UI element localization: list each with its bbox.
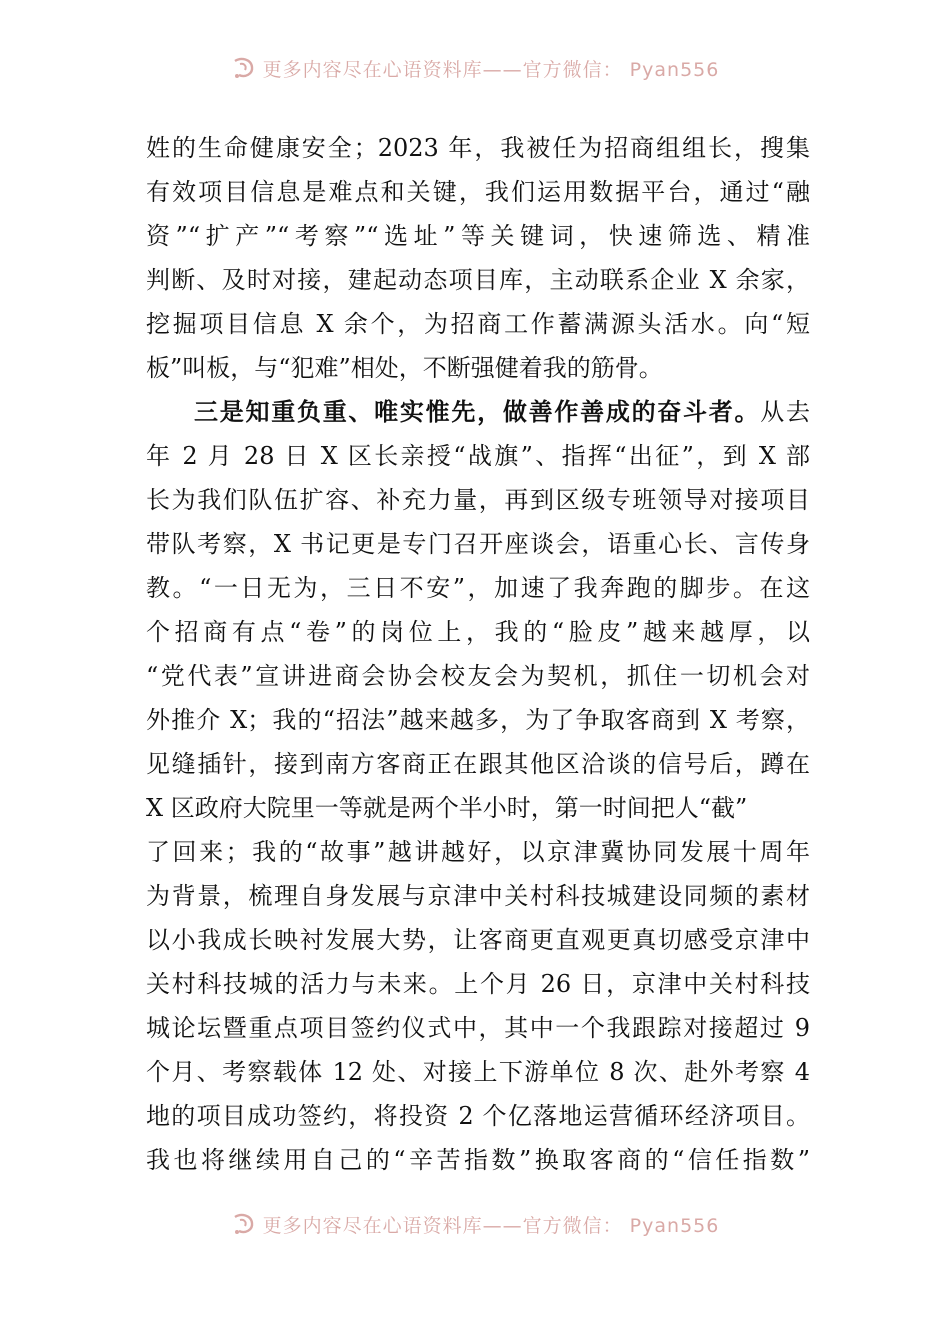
text-line: 关村科技城的活力与未来。上个月 26 日，京津中关村科技 (146, 970, 810, 998)
text-line: 了回来；我的“故事”越讲越好，以京津冀协同发展十周年 (146, 838, 810, 866)
text-line: 带队考察，X 书记更是专门召开座谈会，语重心长、言传身 (146, 530, 810, 558)
section-heading: 三是知重负重、唯实惟先，做善作善成的奋斗者。 (194, 397, 761, 426)
text-line: 长为我们队伍扩容、补充力量，再到区级专班领导对接项目 (146, 486, 810, 514)
watermark-logo-icon (231, 1211, 257, 1237)
text-line: 为背景，梳理自身发展与京津中关村科技城建设同频的素材 (146, 882, 810, 910)
text-line: 姓的生命健康安全；2023 年，我被任为招商组组长，搜集 (146, 134, 810, 162)
text-line: 教。“一日无为，三日不安”，加速了我奔跑的脚步。在这 (146, 574, 810, 602)
text-line: 我也将继续用自己的“辛苦指数”换取客商的“信任指数” (146, 1146, 810, 1174)
watermark-text: 更多内容尽在心语资料库——官方微信： Pyan556 (262, 1214, 720, 1237)
text-line: 个月、考察载体 12 处、对接上下游单位 8 次、赴外考察 4 (146, 1058, 810, 1086)
text-line: 有效项目信息是难点和关键，我们运用数据平台，通过“融 (146, 178, 810, 206)
text-line: “党代表”宣讲进商会协会校友会为契机，抓住一切机会对 (146, 662, 810, 690)
text-line: 资”“扩产”“考察”“选址”等关键词，快速筛选、精准 (146, 222, 810, 250)
watermark-logo-icon (231, 55, 257, 81)
text-line: 挖掘项目信息 X 余个，为招商工作蓄满源头活水。向“短 (146, 310, 810, 338)
watermark-text: 更多内容尽在心语资料库——官方微信： Pyan556 (262, 58, 720, 81)
text-line: 见缝插针，接到南方客商正在跟其他区洽谈的信号后，蹲在 (146, 750, 810, 778)
text-line: 年 2 月 28 日 X 区长亲授“战旗”、指挥“出征”，到 X 部 (146, 442, 810, 470)
text-line: 城论坛暨重点项目签约仪式中，其中一个我跟踪对接超过 9 (146, 1014, 810, 1042)
section-heading-line (146, 390, 810, 434)
text-line: 个招商有点“卷”的岗位上，我的“脸皮”越来越厚，以 (146, 618, 810, 646)
watermark-header (0, 48, 950, 88)
text-line: 板”叫板，与“犯难”相处，不断强健着我的筋骨。 (146, 354, 663, 382)
text-line: 外推介 X；我的“招法”越来越多，为了争取客商到 X 考察， (146, 706, 810, 734)
text-line: 地的项目成功签约，将投资 2 个亿落地运营循环经济项目。 (146, 1102, 810, 1130)
text-line: 以小我成长映衬发展大势，让客商更直观更真切感受京津中 (146, 926, 810, 954)
heading-continuation: 从去 (760, 398, 811, 426)
text-line: X 区政府大院里一等就是两个半小时，第一时间把人“截” (146, 794, 748, 822)
document-body (146, 126, 810, 1182)
text-line: 判断、及时对接，建起动态项目库，主动联系企业 X 余家， (146, 266, 810, 294)
watermark-footer (0, 1204, 950, 1244)
